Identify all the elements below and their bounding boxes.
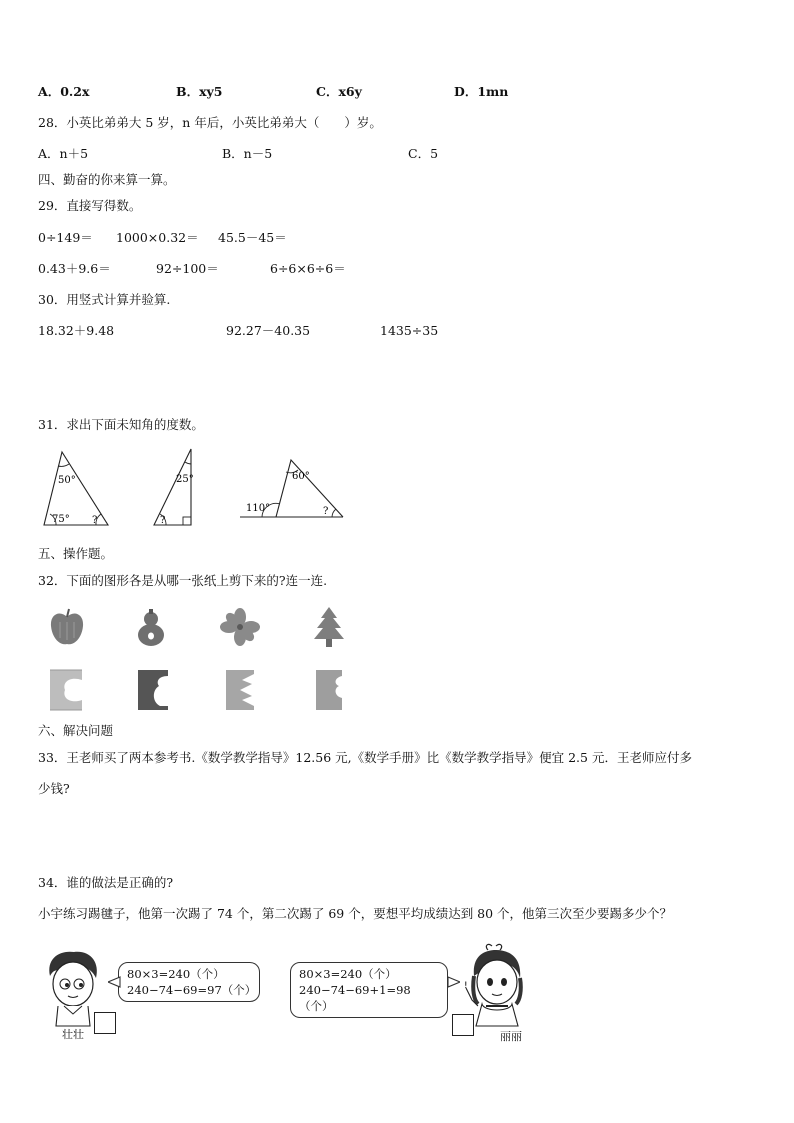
triangle-2	[154, 449, 194, 526]
q30-item: 92.27－40.35	[226, 323, 311, 338]
q27-option-d: D．1mn	[454, 84, 509, 99]
q30-item: 1435÷35	[380, 323, 439, 338]
t2-top-angle: 25°	[176, 474, 194, 485]
q33-question-line1: 33．王老师买了两本参考书.《数学教学指导》12.56 元,《数学手册》比《数学教学指导》便宜 2.5 元．王老师应付多	[38, 750, 692, 765]
q32-question: 32．下面的图形各是从哪一张纸上剪下来的?连一连.	[38, 573, 328, 588]
t3-top-angle: 60°	[292, 471, 310, 482]
lili-answer-box[interactable]	[452, 1014, 474, 1036]
zhuangzhuang-line1: 80×3=240（个）	[127, 967, 225, 981]
section-6-heading: 六、解决问题	[38, 723, 114, 738]
lili-name: 丽丽	[500, 1030, 522, 1043]
t3-exterior-angle: 110°	[246, 503, 271, 514]
apple-shape[interactable]	[48, 608, 86, 648]
q29-item: 92÷100＝	[156, 261, 219, 276]
section-4-heading: 四、勤奋的你来算一算。	[38, 172, 176, 187]
tree-shape[interactable]	[312, 606, 346, 648]
triangle-3	[240, 460, 343, 517]
flower-shape[interactable]	[220, 608, 260, 646]
t3-unknown-angle: ?	[323, 506, 329, 517]
zhuangzhuang-name: 壮壮	[62, 1028, 84, 1041]
zhuangzhuang-line2: 240−74−69=97（个）	[127, 983, 257, 997]
lili-line1: 80×3=240（个）	[299, 967, 397, 981]
q31-question: 31．求出下面未知角的度数。	[38, 417, 204, 432]
t1-left-angle: 75°	[52, 514, 70, 525]
t1-unknown-angle: ?	[92, 515, 98, 526]
triangle-1	[44, 452, 108, 526]
q29-item: 1000×0.32＝	[116, 230, 199, 245]
q29-item: 0.43＋9.6＝	[38, 261, 111, 276]
q33-question-line2: 少钱?	[38, 781, 70, 796]
q30-question: 30．用竖式计算并验算.	[38, 292, 171, 307]
q28-option-c: C．5	[408, 146, 439, 161]
paper-cut-gourd[interactable]	[134, 668, 172, 712]
q28-question: 28．小英比弟弟大 5 岁，n 年后，小英比弟弟大（ ）岁。	[38, 115, 382, 130]
lili-line2: 240−74−69+1=98（个）	[299, 983, 411, 1013]
q29-item: 6÷6×6÷6＝	[270, 261, 346, 276]
q29-item: 45.5－45＝	[218, 230, 287, 245]
q31-triangles-figure	[36, 448, 366, 532]
lili-speech-bubble	[290, 962, 448, 1018]
bubble-tail-right	[446, 976, 460, 988]
q28-option-a: A．n＋5	[38, 146, 89, 161]
q27-option-a: A．0.2x	[38, 84, 90, 99]
q29-item: 0÷149＝	[38, 230, 93, 245]
q34-question: 34．谁的做法是正确的?	[38, 875, 174, 890]
bubble-tail-left	[108, 976, 122, 988]
gourd-shape[interactable]	[134, 608, 168, 648]
zhuangzhuang-speech-bubble	[118, 962, 260, 1002]
t1-top-angle: 50°	[58, 475, 76, 486]
q27-option-b: B．xy5	[176, 84, 223, 99]
q28-option-b: B．n－5	[222, 146, 273, 161]
t2-unknown-angle: ?	[160, 515, 166, 526]
q34-problem: 小宇练习踢毽子，他第一次踢了 74 个，第二次踢了 69 个，要想平均成绩达到 80 个，他第三次至少要踢多少个？	[38, 906, 673, 921]
q30-item: 18.32＋9.48	[38, 323, 115, 338]
zhuangzhuang-answer-box[interactable]	[94, 1012, 116, 1034]
paper-cut-tree[interactable]	[312, 668, 348, 712]
svg-text:!: !	[464, 981, 468, 991]
paper-cut-flower[interactable]	[222, 668, 258, 712]
paper-cut-apple[interactable]	[48, 668, 86, 712]
q29-question: 29．直接写得数。	[38, 198, 142, 213]
q27-option-c: C．x6y	[316, 84, 362, 99]
section-5-heading: 五、操作题。	[38, 546, 114, 561]
